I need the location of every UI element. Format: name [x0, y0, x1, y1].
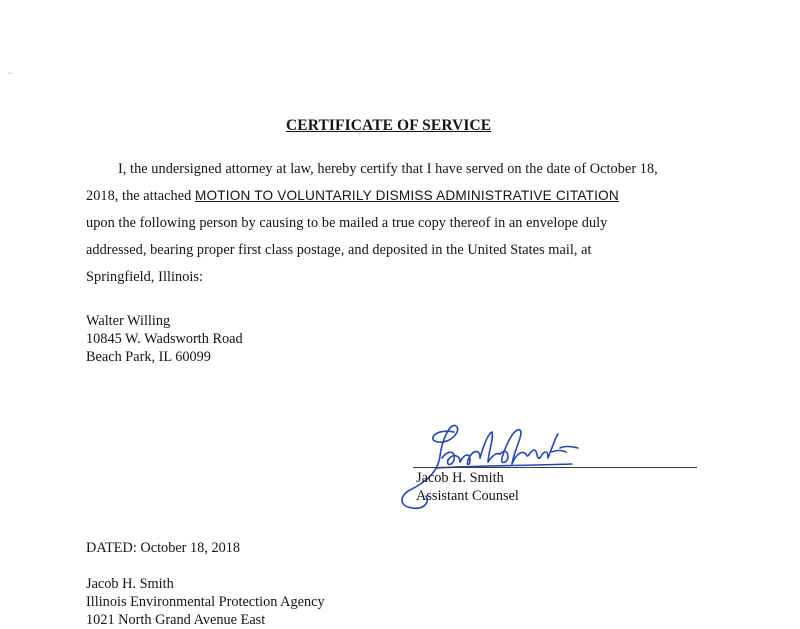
sender-name: Jacob H. Smith [86, 576, 174, 592]
recipient-name: Walter Willing [86, 313, 171, 329]
signer-title: Assistant Counsel [416, 488, 519, 504]
recipient-street: 10845 W. Wadsworth Road [86, 331, 243, 347]
certification-line-5: Springfield, Illinois: [86, 269, 204, 285]
page-title: CERTIFICATE OF SERVICE [286, 117, 492, 134]
dated-line: DATED: October 18, 2018 [86, 540, 241, 556]
certification-line-2-lead: 2018, the attached [86, 188, 195, 204]
stray-scan-mark: ~ [8, 70, 12, 78]
certification-line-2 [86, 188, 619, 205]
document-title: MOTION TO VOLUNTARILY DISMISS ADMINISTRATIVE CITATION [194, 188, 619, 203]
certification-line-1: I, the undersigned attorney at law, hereby certify that I have served on the date of October 18, [118, 161, 658, 177]
sender-street: 1021 North Grand Avenue East [86, 612, 266, 628]
certification-line-4: addressed, bearing proper first class postage, and deposited in the United States mail, at [86, 242, 592, 258]
signer-name: Jacob H. Smith [416, 470, 504, 486]
recipient-city: Beach Park, IL 60099 [86, 349, 211, 365]
sender-agency: Illinois Environmental Protection Agency [86, 594, 325, 610]
signature-line [413, 467, 697, 468]
certification-line-3: upon the following person by causing to be mailed a true copy thereof in an envelope duly [86, 215, 608, 231]
